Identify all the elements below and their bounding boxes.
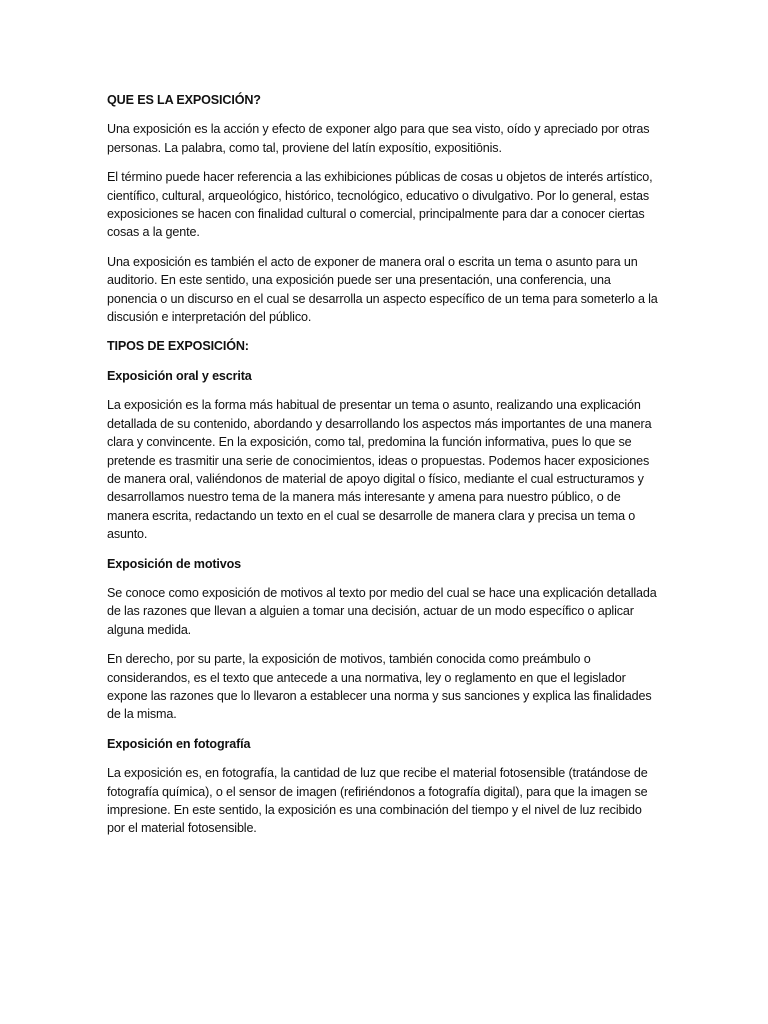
section-heading-motivos: Exposición de motivos bbox=[107, 556, 242, 571]
document-title: QUE ES LA EXPOSICIÓN? bbox=[107, 93, 261, 107]
types-heading: TIPOS DE EXPOSICIÓN: bbox=[107, 339, 249, 354]
section-paragraph-fotografia: La exposición es, en fotografía, la cantidad de luz que recibe el material fotosensible (tratándose de fotografía química), o el sensor de imagen (refiriéndonos a fotografía digital), para que la imagen se impresione. En este sentido, la exposición es una combinación del tiempo y el nivel de luz recibido por el material fotosensible. bbox=[107, 766, 648, 836]
document-body bbox=[107, 91, 662, 849]
section-paragraph-motivos-1: Se conoce como exposición de motivos al texto por medio del cual se hace una explicación detallada de las razones que llevan a alguien a tomar una decisión, actuar de un modo específico o aplicar alguna medida. bbox=[107, 585, 657, 637]
section-heading-fotografia: Exposición en fotografía bbox=[107, 736, 251, 751]
section-paragraph-oral-escrita: La exposición es la forma más habitual de presentar un tema o asunto, realizando una explicación detallada de su contenido, abordando y desarrollando los aspectos más importantes de una manera clara y convincente. En la exposición, como tal, predomina la función informativa, pues lo que se pretende es trasmitir una serie de conocimientos, ideas o propuestas. Podemos hacer exposiciones de manera oral, valiéndonos de material de apoyo digital o físico, mediante el cual estructuramos y desarrollamos nuestro tema de la manera más interesante y amena para nuestro público, o de manera escrita, redactando un texto en el cual se desarrolle de manera clara y precisa un tema o asunto. bbox=[107, 398, 652, 542]
section-paragraph-motivos-2: En derecho, por su parte, la exposición de motivos, también conocida como preámbulo o considerandos, es el texto que antecede a una normativa, ley o reglamento en que el legislador expone las razones que lo llevaron a establecer una norma y sus sanciones y explica las finalidades de la misma. bbox=[107, 652, 652, 722]
section-heading-oral-escrita: Exposición oral y escrita bbox=[107, 368, 252, 383]
intro-paragraph-1: Una exposición es la acción y efecto de exponer algo para que sea visto, oído y apreciado por otras personas. La palabra, como tal, proviene del latín exposítio, expositiōnis. bbox=[107, 122, 650, 155]
intro-paragraph-2: El término puede hacer referencia a las exhibiciones públicas de cosas u objetos de interés artístico, científico, cultural, arqueológico, histórico, tecnológico, educativo o divulgativo. Por lo general, estas exposiciones se hacen con finalidad cultural o comercial, principalmente para dar a conocer ciertas cosas a la gente. bbox=[107, 170, 653, 240]
intro-paragraph-3: Una exposición es también el acto de exponer de manera oral o escrita un tema o asunto para un auditorio. En este sentido, una exposición puede ser una presentación, una conferencia, una ponencia o un discurso en el cual se desarrolla un aspecto específico de un tema para someterlo a la discusión e interpretación del público. bbox=[107, 254, 658, 325]
